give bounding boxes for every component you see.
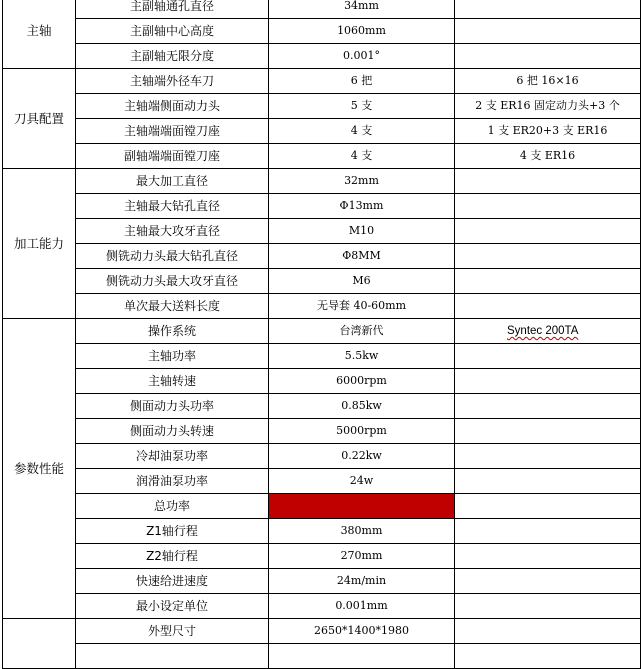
row-note bbox=[455, 294, 641, 319]
row-label: 主轴转速 bbox=[76, 369, 269, 394]
row-value: 380mm bbox=[269, 519, 455, 544]
table-row bbox=[3, 69, 641, 94]
row-value bbox=[269, 644, 455, 669]
row-note bbox=[455, 619, 641, 644]
row-label: 总功率 bbox=[76, 494, 269, 519]
table-row bbox=[3, 444, 641, 469]
row-note bbox=[455, 169, 641, 194]
table-row bbox=[3, 169, 641, 194]
row-note: 4 支 ER16 bbox=[455, 144, 641, 169]
row-label: 冷却油泵功率 bbox=[76, 444, 269, 469]
row-note bbox=[455, 0, 641, 19]
row-label: 单次最大送料长度 bbox=[76, 294, 269, 319]
table-row bbox=[3, 519, 641, 544]
row-label: 主轴端侧面动力头 bbox=[76, 94, 269, 119]
group-tooling: 刀具配置 bbox=[3, 69, 76, 169]
row-label: 侧铣动力头最大钻孔直径 bbox=[76, 244, 269, 269]
row-label: 主轴最大钻孔直径 bbox=[76, 194, 269, 219]
group-empty bbox=[3, 619, 76, 669]
row-value: 6 把 bbox=[269, 69, 455, 94]
table-row bbox=[3, 419, 641, 444]
row-note bbox=[455, 319, 641, 344]
group-params: 参数性能 bbox=[3, 319, 76, 619]
row-value: Φ13mm bbox=[269, 194, 455, 219]
total-power-highlight bbox=[269, 494, 455, 519]
row-label: 副轴端端面镗刀座 bbox=[76, 144, 269, 169]
row-label: 侧面动力头功率 bbox=[76, 394, 269, 419]
table-row bbox=[3, 0, 641, 19]
table-row bbox=[3, 494, 641, 519]
row-label: Z2轴行程 bbox=[76, 544, 269, 569]
table-row bbox=[3, 219, 641, 244]
row-note bbox=[455, 569, 641, 594]
row-value: 0.22kw bbox=[269, 444, 455, 469]
row-note bbox=[455, 644, 641, 669]
table-row bbox=[3, 244, 641, 269]
row-label: 润滑油泵功率 bbox=[76, 469, 269, 494]
row-label: 主轴最大攻牙直径 bbox=[76, 219, 269, 244]
table-row bbox=[3, 294, 641, 319]
row-note bbox=[455, 519, 641, 544]
os-model: Syntec 200TA bbox=[507, 325, 579, 337]
row-note bbox=[455, 419, 641, 444]
row-value: 5.5kw bbox=[269, 344, 455, 369]
row-value: 32mm bbox=[269, 169, 455, 194]
row-value: 24m/min bbox=[269, 569, 455, 594]
table-row bbox=[3, 369, 641, 394]
row-value: 0.001mm bbox=[269, 594, 455, 619]
row-value: 2650*1400*1980 bbox=[269, 619, 455, 644]
row-label: 主副轴通孔直径 bbox=[76, 0, 269, 19]
table-row bbox=[3, 19, 641, 44]
table-row bbox=[3, 594, 641, 619]
row-note bbox=[455, 369, 641, 394]
row-note: 2 支 ER16 固定动力头+3 个 bbox=[455, 94, 641, 119]
table-row bbox=[3, 319, 641, 344]
row-value: 5000rpm bbox=[269, 419, 455, 444]
table-row bbox=[3, 44, 641, 69]
row-label: 最大加工直径 bbox=[76, 169, 269, 194]
row-label: 主副轴无限分度 bbox=[76, 44, 269, 69]
row-label: 快速给进速度 bbox=[76, 569, 269, 594]
table-row bbox=[3, 144, 641, 169]
row-label: 外型尺寸 bbox=[76, 619, 269, 644]
row-value: M6 bbox=[269, 269, 455, 294]
row-note bbox=[455, 444, 641, 469]
row-label: Z1轴行程 bbox=[76, 519, 269, 544]
table-row bbox=[3, 544, 641, 569]
table-row bbox=[3, 119, 641, 144]
row-label: 主副轴中心高度 bbox=[76, 19, 269, 44]
row-value: Φ8MM bbox=[269, 244, 455, 269]
table-row bbox=[3, 269, 641, 294]
row-note: 1 支 ER20+3 支 ER16 bbox=[455, 119, 641, 144]
row-label: 侧面动力头转速 bbox=[76, 419, 269, 444]
row-note: 6 把 16×16 bbox=[455, 69, 641, 94]
row-value: 4 支 bbox=[269, 119, 455, 144]
table-row bbox=[3, 619, 641, 644]
row-note bbox=[455, 269, 641, 294]
row-value: 24w bbox=[269, 469, 455, 494]
row-label: 操作系统 bbox=[76, 319, 269, 344]
row-label: 主轴端端面镗刀座 bbox=[76, 119, 269, 144]
row-value: 4 支 bbox=[269, 144, 455, 169]
table-row bbox=[3, 644, 641, 669]
row-note bbox=[455, 594, 641, 619]
row-note bbox=[455, 194, 641, 219]
table-row bbox=[3, 394, 641, 419]
table-row bbox=[3, 469, 641, 494]
row-value: 270mm bbox=[269, 544, 455, 569]
row-value: 台湾新代 bbox=[269, 319, 455, 344]
group-capacity: 加工能力 bbox=[3, 169, 76, 319]
row-value: 0.85kw bbox=[269, 394, 455, 419]
spec-table bbox=[2, 0, 641, 669]
row-value: 1060mm bbox=[269, 19, 455, 44]
table-row bbox=[3, 569, 641, 594]
row-label: 主轴端外径车刀 bbox=[76, 69, 269, 94]
row-label: 最小设定单位 bbox=[76, 594, 269, 619]
group-spindle: 主轴 bbox=[3, 0, 76, 69]
row-note bbox=[455, 494, 641, 519]
row-value: 6000rpm bbox=[269, 369, 455, 394]
row-value: 无导套 40-60mm bbox=[269, 294, 455, 319]
row-value: 34mm bbox=[269, 0, 455, 19]
row-note bbox=[455, 19, 641, 44]
table-row bbox=[3, 344, 641, 369]
table-row bbox=[3, 94, 641, 119]
row-note bbox=[455, 44, 641, 69]
row-note bbox=[455, 469, 641, 494]
row-label bbox=[76, 644, 269, 669]
row-label: 主轴功率 bbox=[76, 344, 269, 369]
row-note bbox=[455, 219, 641, 244]
row-value: 5 支 bbox=[269, 94, 455, 119]
row-value: 0.001° bbox=[269, 44, 455, 69]
row-note bbox=[455, 394, 641, 419]
table-row bbox=[3, 194, 641, 219]
row-note bbox=[455, 244, 641, 269]
row-note bbox=[455, 344, 641, 369]
row-note bbox=[455, 544, 641, 569]
row-value: M10 bbox=[269, 219, 455, 244]
row-label: 侧铣动力头最大攻牙直径 bbox=[76, 269, 269, 294]
